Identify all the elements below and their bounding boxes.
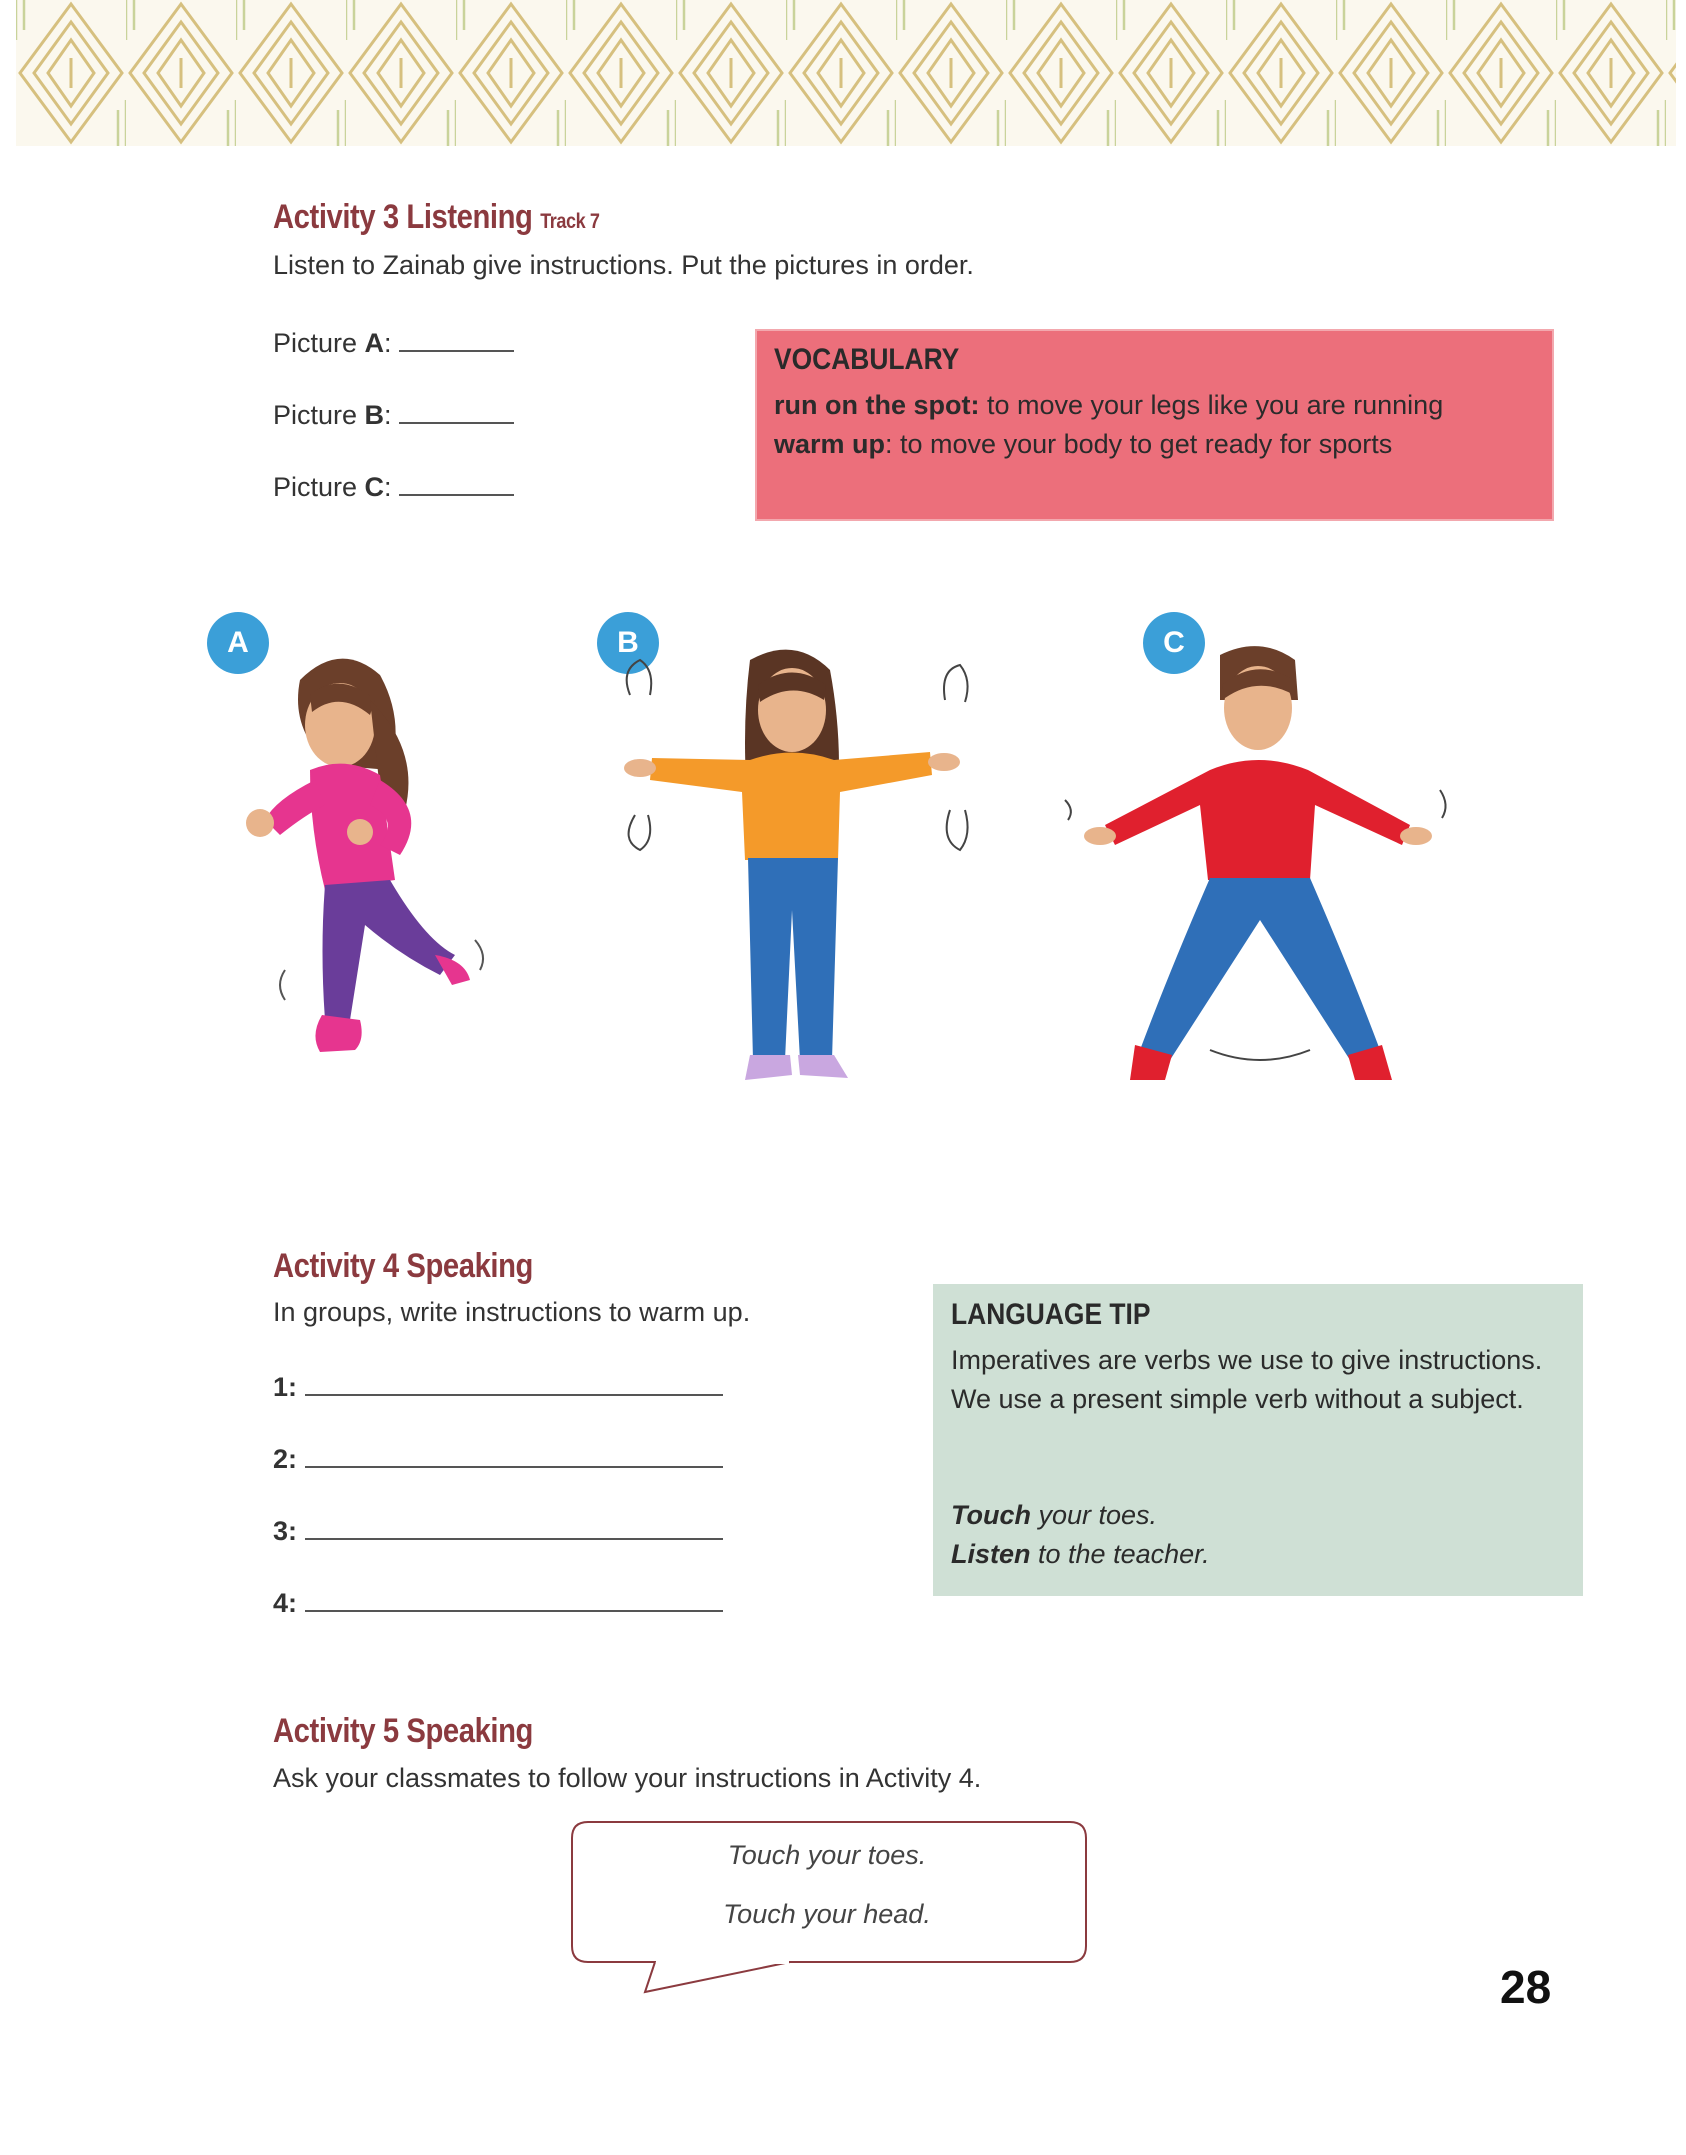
picture-c-blank[interactable] [399,494,514,496]
vocabulary-box [757,331,1552,519]
instruction-blank[interactable] [305,1538,723,1540]
activity-4-title: Activity 4 Speaking [273,1247,533,1285]
girl-arm-circles-illustration [610,640,980,1100]
boy-star-jumps-illustration [1060,640,1460,1100]
bubble-line-1: Touch your toes. [727,1840,927,1870]
instruction-blank[interactable] [305,1466,723,1468]
instruction-line-3: 3: [273,1516,723,1547]
activity-3-instruction: Listen to Zainab give instructions. Put the pictures in order. [273,250,974,280]
vocabulary-title: VOCABULARY [774,343,960,376]
bubble-line-2: Touch your head. [723,1899,931,1929]
vocabulary-item: run on the spot: to move your legs like you are running [774,390,1444,420]
language-tip-example: Touch your toes. [951,1500,1158,1530]
page-number: 28 [1500,1961,1552,2013]
language-tip-body: Imperatives are verbs we use to give instructions. We use a present simple verb without a subject. [951,1345,1543,1414]
picture-c-badge: C [1143,612,1205,674]
instruction-blank[interactable] [305,1394,723,1396]
picture-b-badge: B [597,612,659,674]
activity-5-instruction: Ask your classmates to follow your instructions in Activity 4. [273,1763,982,1793]
activity-3-title [273,198,599,237]
language-tip-example: Listen to the teacher. [951,1539,1210,1569]
activity-5-title: Activity 5 Speaking [273,1712,533,1750]
picture-a-blank[interactable] [399,350,514,352]
picture-a-badge: A [207,612,269,674]
picture-b-blank[interactable] [399,422,514,424]
activity-4-instruction: In groups, write instructions to warm up. [273,1297,751,1327]
vocabulary-item: warm up: to move your body to get ready for sports [774,429,1393,459]
language-tip-title: LANGUAGE TIP [951,1298,1151,1331]
instruction-line-4: 4: [273,1588,723,1619]
picture-a-answer-line: Picture A: [273,328,514,359]
header-pattern-banner [16,0,1676,146]
girl-running-illustration [230,640,500,1100]
instruction-line-2: 2: [273,1444,723,1475]
language-tip-box [933,1284,1583,1596]
picture-c-answer-line: Picture C: [273,472,514,503]
activity-3-heading: Activity 3 Listening [273,198,533,236]
instruction-blank[interactable] [305,1610,723,1612]
instruction-line-1: 1: [273,1372,723,1403]
track-label: Track 7 [540,210,600,233]
picture-b-answer-line: Picture B: [273,400,514,431]
